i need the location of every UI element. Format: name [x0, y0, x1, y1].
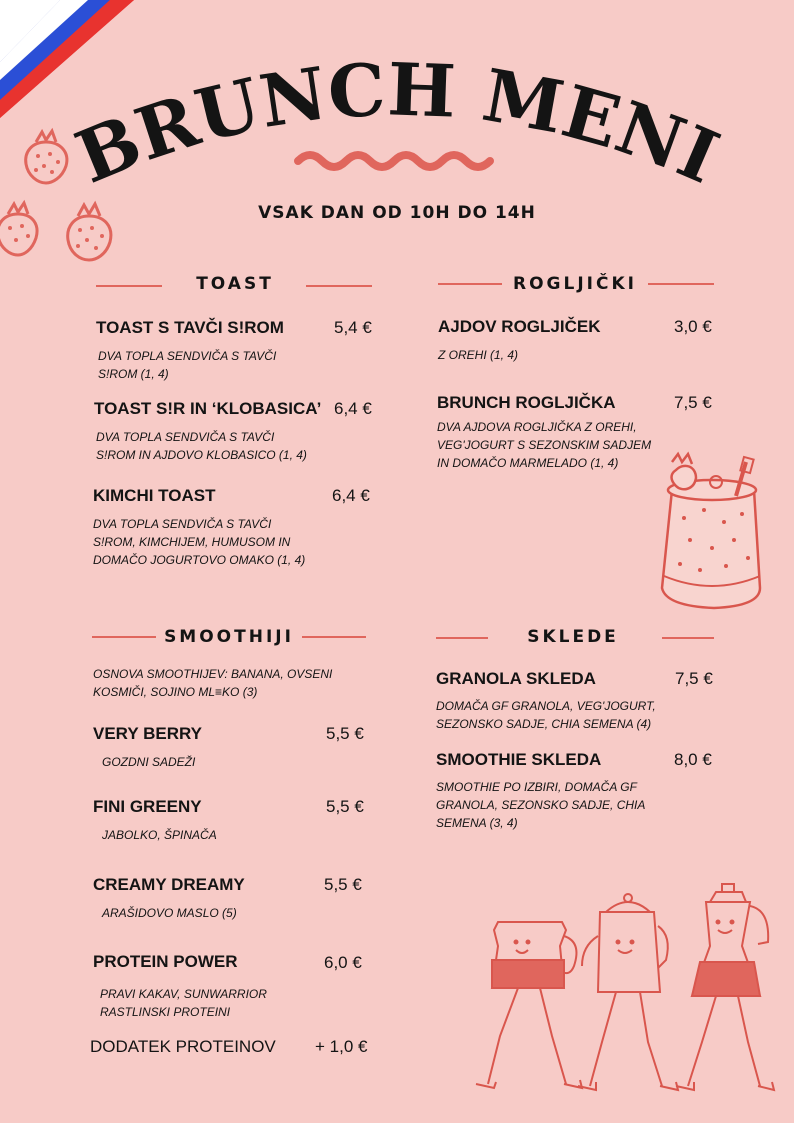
menu-item-description: DVA TOPLA SENDVIČA S TAVČI — [96, 430, 275, 444]
menu-item-description: JABOLKO, ŠPINAČA — [102, 828, 217, 842]
divider-line — [648, 283, 714, 285]
menu-item-price: 7,5 € — [674, 393, 712, 412]
menu-item-description: VEG'JOGURT S SEZONSKIM SADJEM — [437, 438, 652, 452]
opening-hours: VSAK DAN OD 10H DO 14H — [258, 203, 536, 223]
menu-item-price: 7,5 € — [675, 669, 713, 688]
menu-item-description: GRANOLA, SEZONSKO SADJE, CHIA — [436, 798, 646, 812]
divider-line — [302, 636, 366, 638]
menu-item-name: FINI GREENY — [93, 797, 202, 816]
walking-coffee-pots-illustration — [470, 876, 780, 1098]
divider-line — [662, 637, 714, 639]
menu-item-price: 5,5 € — [326, 797, 364, 816]
divider-line — [96, 285, 162, 287]
svg-text:BRUNCH MENI: BRUNCH MENI — [64, 46, 731, 200]
menu-item-price: 6,4 € — [334, 399, 372, 418]
smoothie-base-note: OSNOVA SMOOTHIJEV: BANANA, OVSENI — [93, 667, 333, 681]
smoothie-base-note: KOSMIČI, SOJINO ML≡KO (3) — [93, 685, 258, 699]
menu-item-description: SEZONSKO SADJE, CHIA SEMENA (4) — [436, 717, 652, 731]
page-title — [0, 40, 794, 200]
menu-item-name: SMOOTHIE SKLEDA — [436, 750, 602, 769]
menu-item-description: SEMENA (3, 4) — [436, 816, 518, 830]
divider-line — [92, 636, 156, 638]
menu-item-description: S!ROM, KIMCHIJEM, HUMUSOM IN — [93, 535, 291, 549]
menu-item-name: AJDOV ROGLJIČEK — [438, 317, 601, 336]
menu-item-description: ARAŠIDOVO MASLO (5) — [102, 906, 237, 920]
menu-item-description: DVA TOPLA SENDVIČA S TAVČI — [93, 517, 272, 531]
menu-item-price: 3,0 € — [674, 317, 712, 336]
section-heading-sklede: SKLEDE — [527, 627, 619, 647]
menu-item-description: S!ROM IN AJDOVO KLOBASICO (1, 4) — [96, 448, 307, 462]
menu-item-description: IN DOMAČO MARMELADO (1, 4) — [437, 456, 619, 470]
menu-item-name: BRUNCH ROGLJIČKA — [437, 393, 616, 412]
divider-line — [436, 637, 488, 639]
menu-item-description: S!ROM (1, 4) — [98, 367, 169, 381]
decorative-wave — [296, 150, 496, 172]
divider-line — [306, 285, 372, 287]
smoothie-cup-icon — [654, 448, 772, 614]
menu-item-description: SMOOTHIE PO IZBIRI, DOMAČA GF — [436, 780, 637, 794]
menu-item-description: PRAVI KAKAV, SUNWARRIOR — [100, 987, 267, 1001]
menu-item-name: VERY BERRY — [93, 724, 202, 743]
menu-item-price: 6,4 € — [332, 486, 370, 505]
menu-item-name: GRANOLA SKLEDA — [436, 669, 596, 688]
menu-item-description: RASTLINSKI PROTEINI — [100, 1005, 231, 1019]
menu-item-price: 6,0 € — [324, 953, 362, 972]
menu-item-price: 5,4 € — [334, 318, 372, 337]
menu-item-description: DVA TOPLA SENDVIČA S TAVČI — [98, 349, 277, 363]
menu-item-name: PROTEIN POWER — [93, 952, 238, 971]
addon-label: DODATEK PROTEINOV — [90, 1037, 276, 1056]
menu-item-name: KIMCHI TOAST — [93, 486, 216, 505]
menu-item-description: DOMAČA GF GRANOLA, VEG'JOGURT, — [436, 699, 656, 713]
menu-item-description: DVA AJDOVA ROGLJIČKA Z OREHI, — [437, 420, 637, 434]
menu-item-price: 5,5 € — [324, 875, 362, 894]
menu-item-description: GOZDNI SADEŽI — [102, 755, 196, 769]
section-heading-rogljicki: ROGLJIČKI — [513, 274, 637, 294]
menu-item-price: 5,5 € — [326, 724, 364, 743]
section-heading-smoothiji: SMOOTHIJI — [164, 627, 294, 647]
addon-price: + 1,0 € — [315, 1037, 368, 1056]
menu-item-name: TOAST S TAVČI S!ROM — [96, 318, 284, 337]
menu-item-price: 8,0 € — [674, 750, 712, 769]
menu-item-name: TOAST S!R IN ‘KLOBASICA’ — [94, 399, 322, 418]
section-heading-toast: TOAST — [196, 274, 274, 294]
menu-item-name: CREAMY DREAMY — [93, 875, 245, 894]
menu-item-description: DOMAČO JOGURTOVO OMAKO (1, 4) — [93, 553, 306, 567]
menu-item-description: Z OREHI (1, 4) — [438, 348, 519, 362]
divider-line — [438, 283, 502, 285]
